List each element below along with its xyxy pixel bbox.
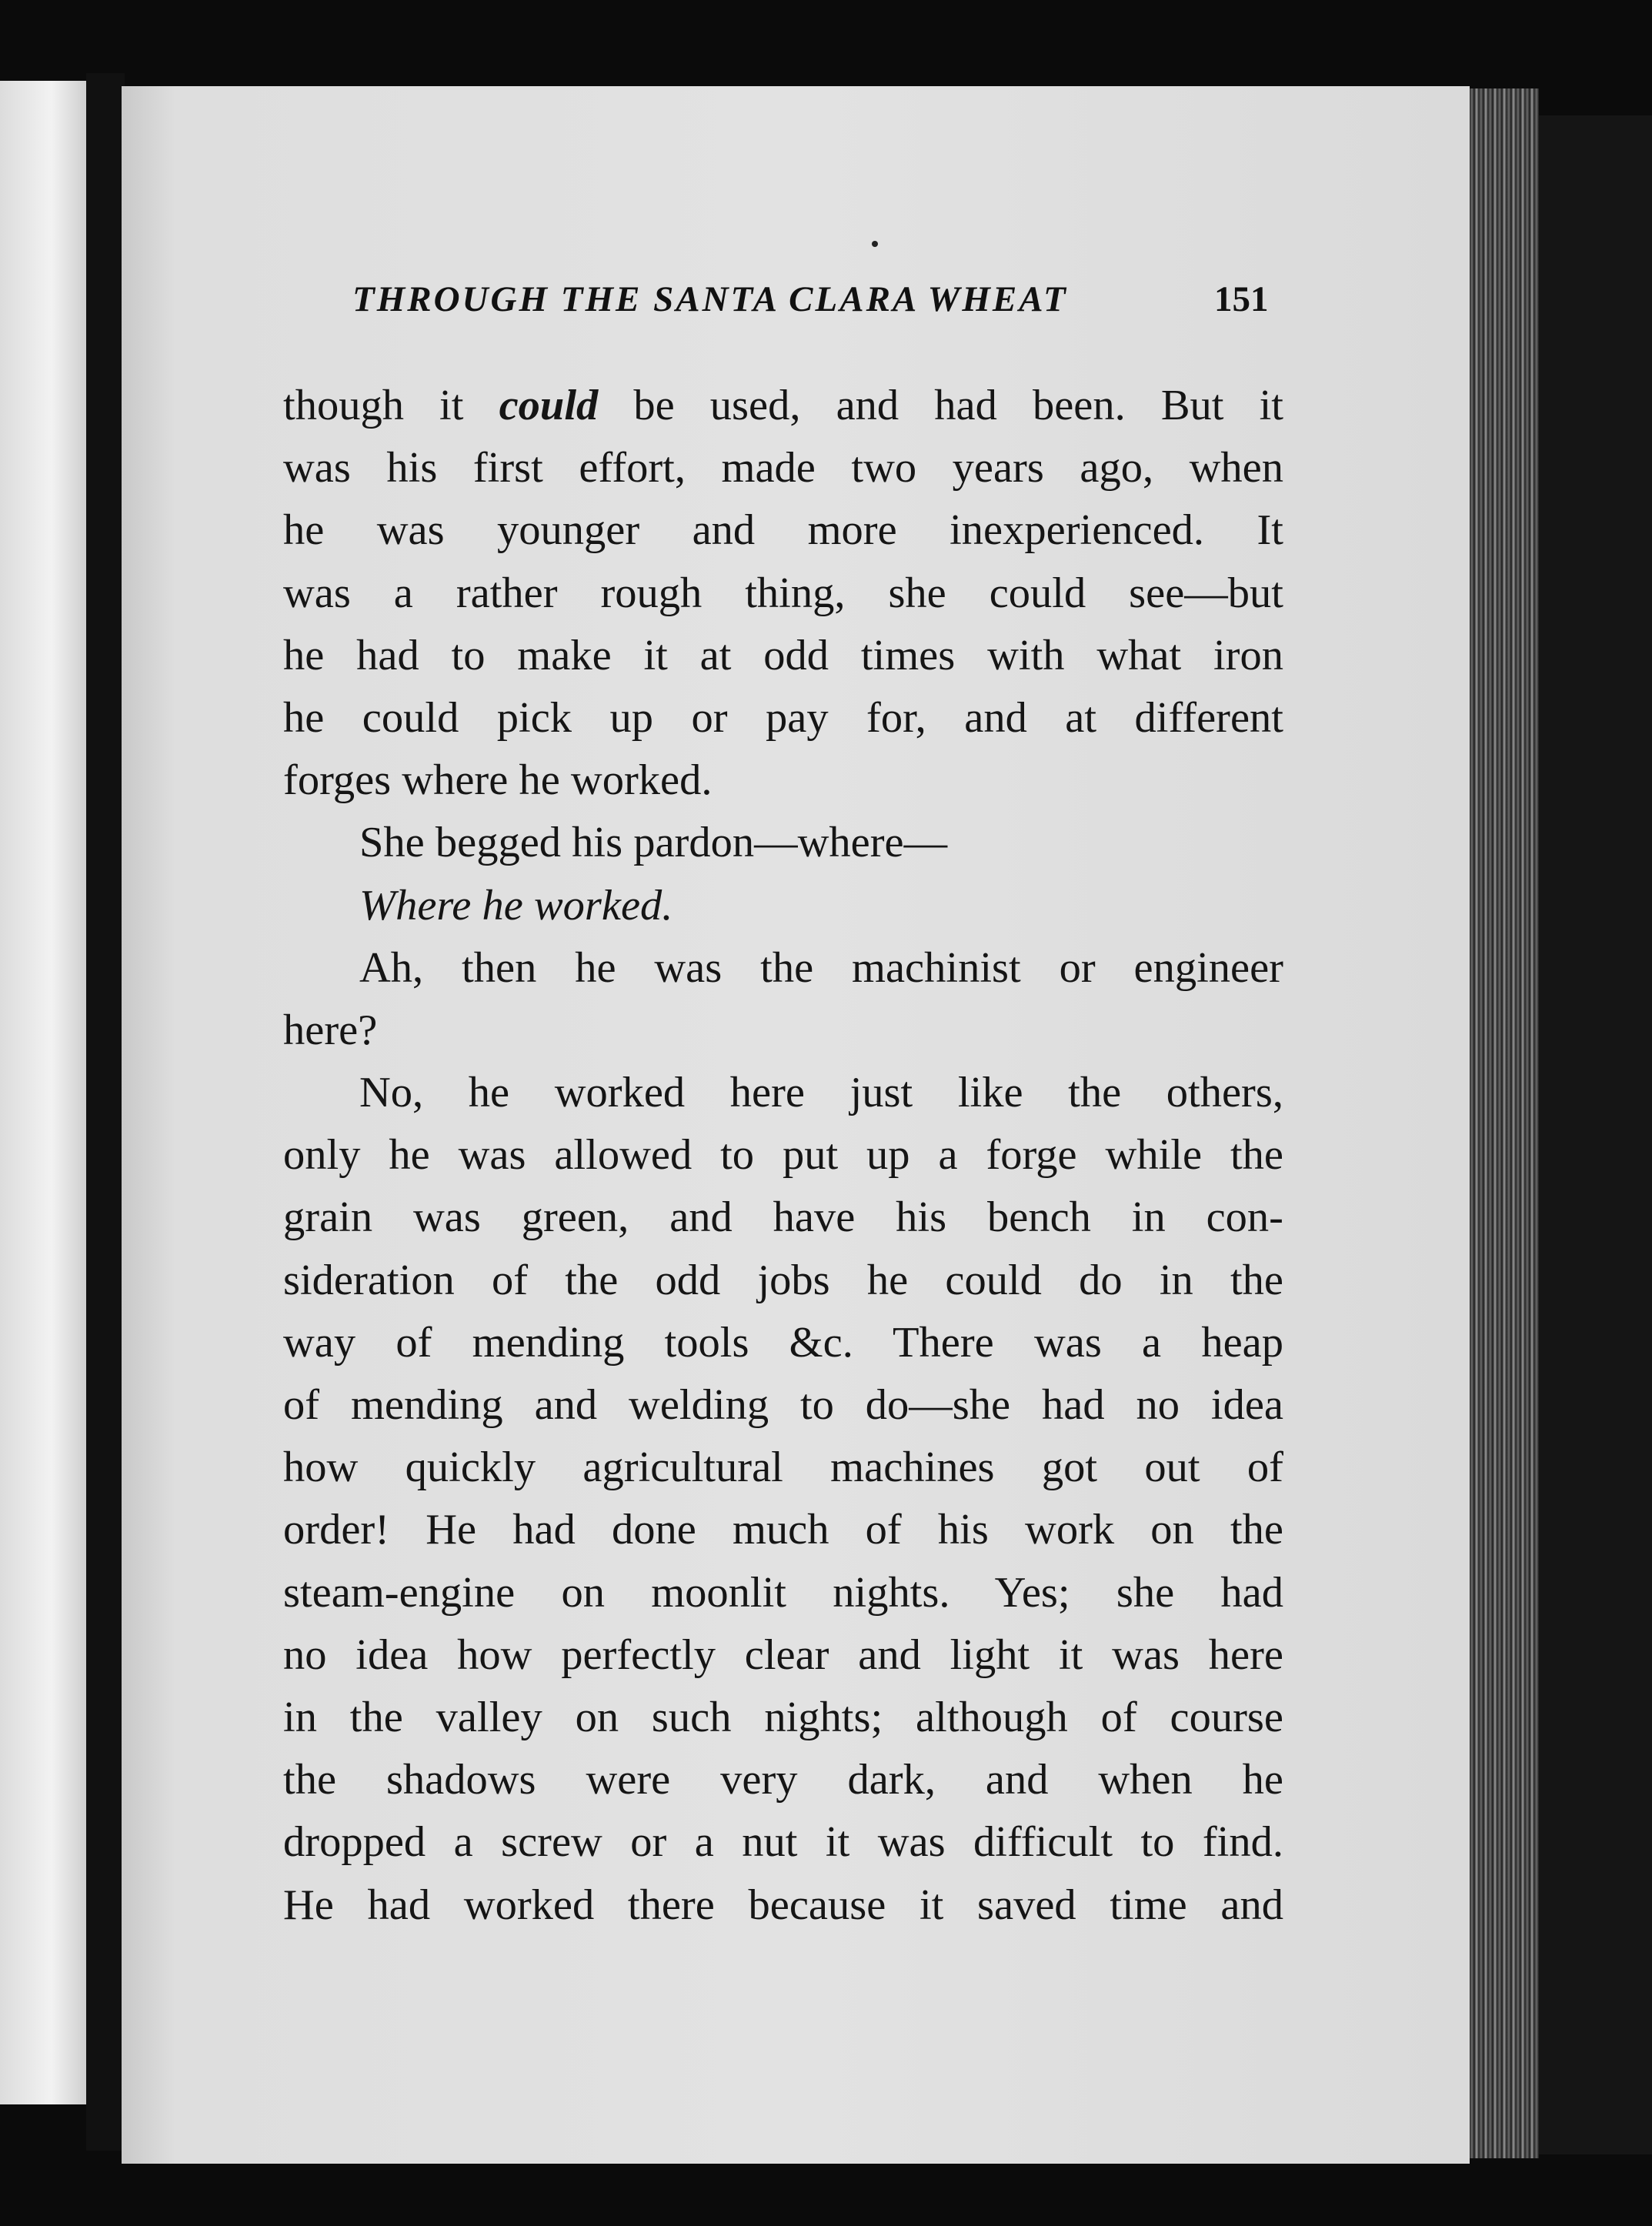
text-line: he had to make it at odd times with what iron bbox=[283, 631, 1283, 679]
page-stack-edge bbox=[1470, 88, 1539, 2158]
emphasis: could bbox=[499, 382, 599, 429]
body-text bbox=[283, 375, 1283, 1937]
text-line: No, he worked here just like the others, bbox=[359, 1069, 1283, 1117]
text-line: She begged his pardon—where— bbox=[359, 819, 948, 867]
running-head bbox=[352, 279, 1276, 332]
text-line: steam-engine on moonlit nights. Yes; she had bbox=[283, 1568, 1283, 1617]
text-line: he was younger and more inexperienced. It bbox=[283, 506, 1283, 555]
page-number: 151 bbox=[1214, 279, 1269, 319]
text-line: the shadows were very dark, and when he bbox=[283, 1756, 1283, 1804]
text-line: was a rather rough thing, she could see—but bbox=[283, 569, 1283, 617]
text-line: He had worked there because it saved time and bbox=[283, 1881, 1283, 1929]
text-line: how quickly agricultural machines got out of bbox=[283, 1443, 1283, 1492]
text-line: though it could be used, and had been. But it bbox=[283, 382, 1283, 429]
text-line: Ah, then he was the machinist or engineer bbox=[359, 943, 1283, 992]
text-line: was his first effort, made two years ago, when bbox=[283, 444, 1283, 492]
ink-speck bbox=[872, 241, 878, 247]
text-line: Where he worked. bbox=[359, 881, 673, 929]
text-line: here? bbox=[283, 1006, 378, 1054]
text-line: order! He had done much of his work on the bbox=[283, 1506, 1283, 1554]
book-cover-edge bbox=[1539, 115, 1652, 2154]
text-line: grain was green, and have his bench in con- bbox=[283, 1193, 1283, 1242]
running-head-title: THROUGH THE SANTA CLARA WHEAT bbox=[352, 279, 1068, 319]
text-line: no idea how perfectly clear and light it was here bbox=[283, 1630, 1283, 1679]
text-line: only he was allowed to put up a forge while the bbox=[283, 1131, 1283, 1180]
previous-page-edge bbox=[0, 81, 86, 2104]
text-line: way of mending tools &c. There was a heap bbox=[283, 1318, 1283, 1367]
text-line: of mending and welding to do—she had no idea bbox=[283, 1381, 1283, 1429]
text-line: in the valley on such nights; although of course bbox=[283, 1693, 1283, 1741]
text-line: sideration of the odd jobs he could do in the bbox=[283, 1256, 1283, 1304]
book-gutter bbox=[86, 73, 125, 2151]
text-line: dropped a screw or a nut it was difficult to find. bbox=[283, 1818, 1283, 1867]
text-line: he could pick up or pay for, and at different bbox=[283, 693, 1283, 742]
text-line: forges where he worked. bbox=[283, 756, 713, 805]
